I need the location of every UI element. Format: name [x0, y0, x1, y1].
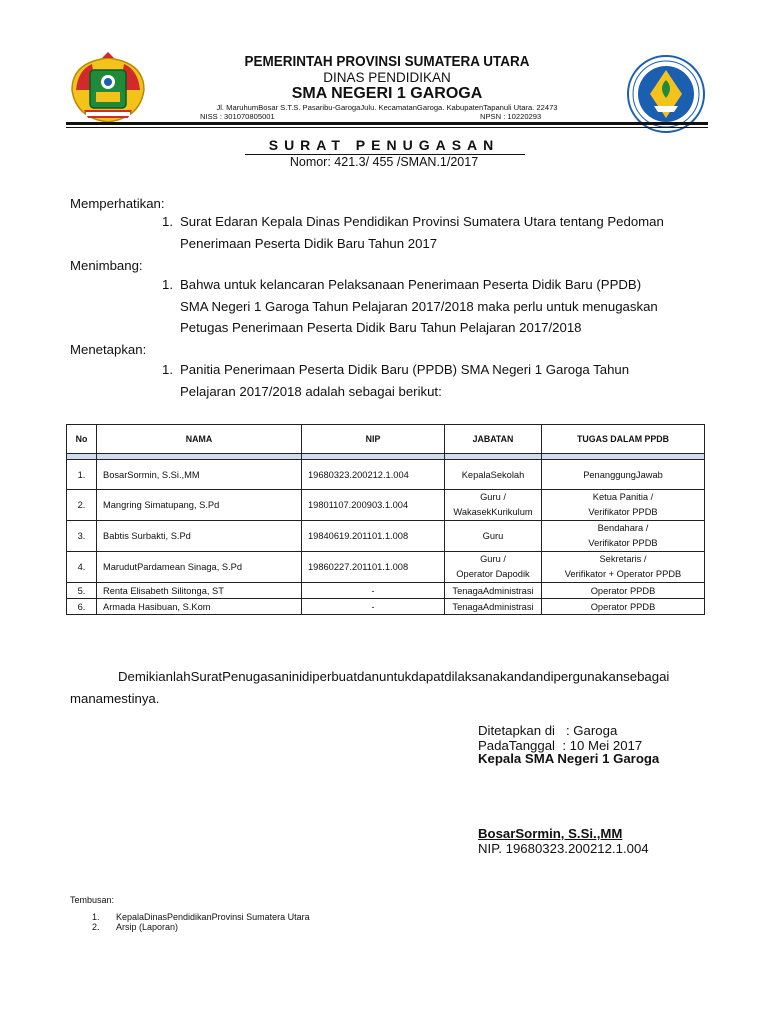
letterhead-divider-thick	[66, 122, 708, 125]
cell-nama: Armada Hasibuan, S.Kom	[97, 599, 302, 615]
tembusan-label: Tembusan:	[70, 895, 115, 905]
cell-line: Verifikator PPDB	[588, 538, 658, 548]
department-name: DINAS PENDIDIKAN	[323, 70, 451, 85]
table-row	[67, 599, 705, 615]
cell-nama: Mangring Simatupang, S.Pd	[97, 490, 302, 521]
school-name: SMA NEGERI 1 GAROGA	[291, 85, 483, 102]
section-label-menetapkan: Menetapkan:	[70, 342, 147, 357]
column-header-no: No	[67, 425, 97, 454]
section-label-memperhatikan: Memperhatikan:	[70, 196, 165, 211]
item-text-line: Bahwa untuk kelancaran Pelaksanaan Penerimaan Peserta Didik Baru (PPDB)	[180, 277, 642, 292]
closing-paragraph	[70, 666, 698, 710]
cell-line: Guru /	[480, 492, 506, 502]
cell-nip: -	[302, 583, 445, 599]
cell-no: 5.	[67, 583, 97, 599]
cell-jabatan: TenagaAdministrasi	[445, 599, 542, 615]
npsn-number: NPSN : 10220293	[480, 112, 542, 121]
table-row	[67, 552, 705, 583]
cell-nip: 19860227.201101.1.008	[302, 552, 445, 583]
document-number: Nomor: 421.3/ 455 /SMAN.1/2017	[289, 155, 479, 169]
cell-jabatan: Guru	[445, 521, 542, 552]
column-header-nip: NIP	[302, 425, 445, 454]
cell-line: Verifikator PPDB	[588, 507, 658, 517]
table-row	[67, 521, 705, 552]
letterhead-divider-thin	[66, 127, 708, 128]
committee-table	[66, 424, 705, 615]
cell-tugas	[542, 521, 705, 552]
cell-no: 6.	[67, 599, 97, 615]
table-row	[67, 583, 705, 599]
cell-tugas	[542, 552, 705, 583]
cell-tugas: Operator PPDB	[542, 599, 705, 615]
niss-number: NISS : 301070805001	[200, 112, 275, 121]
cell-nama: Babtis Surbakti, S.Pd	[97, 521, 302, 552]
cell-tugas: PenanggungJawab	[542, 460, 705, 490]
cell-no: 4.	[67, 552, 97, 583]
cell-line: Bendahara /	[597, 523, 649, 533]
signer-nip: NIP. 19680323.200212.1.004	[478, 841, 649, 856]
tembusan-item: Arsip (Laporan)	[116, 922, 179, 932]
table-row	[67, 460, 705, 490]
document-title: SURAT PENUGASAN	[268, 137, 500, 153]
closing-line: manamestinya.	[70, 691, 160, 706]
cell-nip: 19801107.200903.1.004	[302, 490, 445, 521]
tembusan-number: 2.	[92, 922, 100, 932]
cell-jabatan: KepalaSekolah	[445, 460, 542, 490]
column-header-jabatan: JABATAN	[445, 425, 542, 454]
school-address: Jl. MaruhumBosar S.T.S. Pasaribu-GarogaJulu. KecamatanGaroga. KabupatenTapanuli Utara. 22473	[216, 103, 558, 112]
item-text-line: Petugas Penerimaan Peserta Didik Baru Tahun Pelajaran 2017/2018	[180, 320, 582, 335]
cell-tugas	[542, 490, 705, 521]
signature-title: Kepala SMA Negeri 1 Garoga	[478, 751, 660, 766]
closing-line: DemikianlahSuratPenugasaninidiperbuatdanuntukdapatdilaksanakandandipergunakansebagai	[118, 669, 670, 684]
cell-tugas: Operator PPDB	[542, 583, 705, 599]
tembusan-number: 1.	[92, 912, 100, 922]
cell-nama: Renta Elisabeth Silitonga, ST	[97, 583, 302, 599]
table-row	[67, 490, 705, 521]
cell-line: WakasekKurikulum	[453, 507, 533, 517]
item-text-line: Pelajaran 2017/2018 adalah sebagai berikut:	[180, 384, 442, 399]
cell-line: Ketua Panitia /	[592, 492, 654, 502]
item-number: 1.	[162, 277, 173, 292]
cell-line: Guru /	[480, 554, 506, 564]
item-text-line: Surat Edaran Kepala Dinas Pendidikan Provinsi Sumatera Utara tentang Pedoman	[180, 214, 664, 229]
cell-jabatan	[445, 552, 542, 583]
signature-date: PadaTanggal : 10 Mei 2017	[478, 738, 643, 753]
cell-no: 1.	[67, 460, 97, 490]
column-header-tugas: TUGAS DALAM PPDB	[542, 425, 705, 454]
cell-nama: MarudutPardamean Sinaga, S.Pd	[97, 552, 302, 583]
cell-nip: 19840619.201101.1.008	[302, 521, 445, 552]
table-header-row	[67, 425, 705, 454]
cell-nip: -	[302, 599, 445, 615]
provincial-emblem-icon	[66, 52, 150, 128]
signature-place: Ditetapkan di : Garoga	[478, 723, 618, 738]
cell-nip: 19680323.200212.1.004	[302, 460, 445, 490]
cell-no: 3.	[67, 521, 97, 552]
cell-nama: BosarSormin, S.Si.,MM	[97, 460, 302, 490]
tembusan-item: KepalaDinasPendidikanProvinsi Sumatera Utara	[116, 912, 310, 922]
cell-line: Operator Dapodik	[456, 569, 530, 579]
item-text-line: Panitia Penerimaan Peserta Didik Baru (PPDB) SMA Negeri 1 Garoga Tahun	[180, 362, 630, 377]
cell-line: Verifikator + Operator PPDB	[564, 569, 682, 579]
cell-jabatan	[445, 490, 542, 521]
column-header-nama: NAMA	[97, 425, 302, 454]
item-text-line: SMA Negeri 1 Garoga Tahun Pelajaran 2017/2018 maka perlu untuk menugaskan	[180, 299, 658, 314]
item-number: 1.	[162, 362, 173, 377]
signer-name: BosarSormin, S.Si.,MM	[478, 826, 623, 841]
section-label-menimbang: Menimbang:	[70, 258, 143, 273]
cell-jabatan: TenagaAdministrasi	[445, 583, 542, 599]
item-number: 1.	[162, 214, 173, 229]
item-text-line: Penerimaan Peserta Didik Baru Tahun 2017	[180, 236, 438, 251]
cell-line: Sekretaris /	[599, 554, 647, 564]
cell-no: 2.	[67, 490, 97, 521]
government-name: PEMERINTAH PROVINSI SUMATERA UTARA	[244, 54, 530, 70]
